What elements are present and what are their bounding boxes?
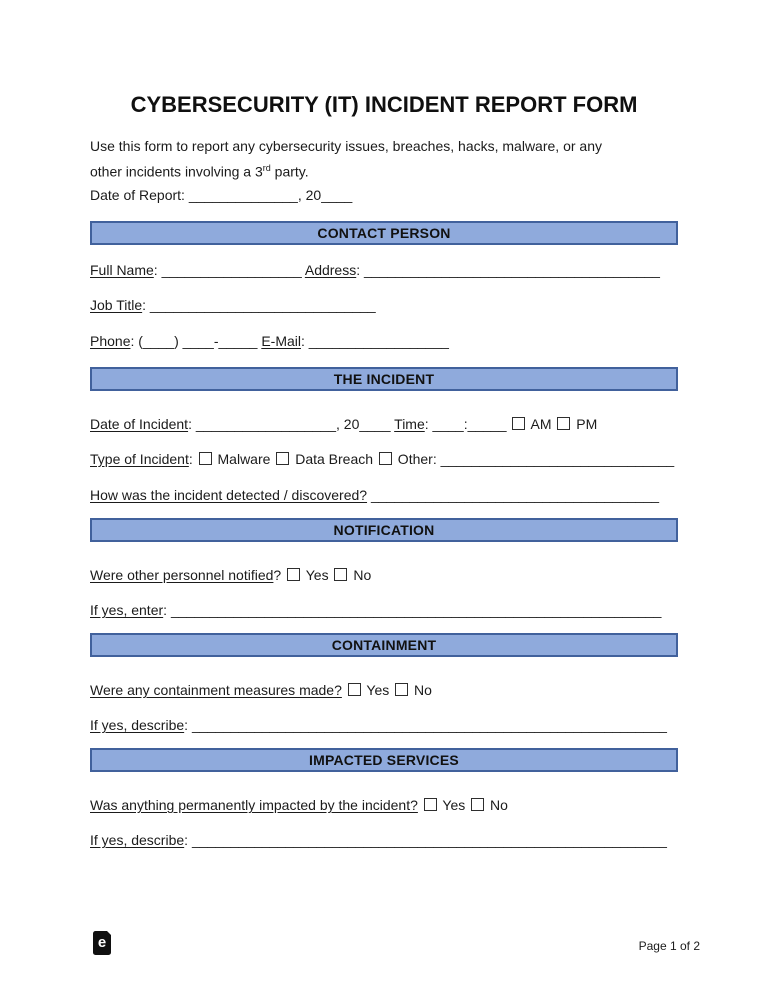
page-number: Page 1 of 2	[638, 939, 700, 953]
text-segment: Were other personnel notified	[90, 567, 274, 583]
text-segment: Date of Incident	[90, 416, 189, 432]
phone-prefix-blank[interactable]: ____	[182, 333, 214, 349]
checkbox-other[interactable]	[379, 452, 392, 465]
checkbox-impacted-yes[interactable]	[424, 798, 437, 811]
time-minute-blank[interactable]: _____	[467, 416, 507, 432]
text-segment: Other:	[393, 451, 441, 467]
text-segment: E-Mail	[261, 333, 301, 349]
text-segment: Full Name	[90, 262, 154, 278]
email-blank[interactable]: __________________	[308, 333, 449, 349]
text-segment: :	[142, 297, 150, 313]
checkbox-data-breach[interactable]	[276, 452, 289, 465]
text-segment: Was anything permanently impacted by the incident?	[90, 797, 418, 813]
text-segment: Malware	[213, 451, 275, 467]
text-segment: PM	[572, 416, 598, 432]
phone-area-blank[interactable]: ____	[142, 333, 175, 349]
text-segment: :	[184, 717, 192, 733]
section-header-the-incident: THE INCIDENT	[90, 367, 678, 391]
text-segment: AM	[527, 416, 556, 432]
text-segment: No	[410, 682, 432, 698]
section-header-impacted-services: IMPACTED SERVICES	[90, 748, 678, 772]
text-segment: If yes, describe	[90, 717, 185, 733]
row-containment-description	[90, 717, 667, 733]
text-segment: How was the incident detected / discovered?	[90, 487, 368, 503]
text-segment: Job Title	[90, 297, 143, 313]
text-segment: :	[463, 416, 468, 432]
time-hour-blank[interactable]: ____	[432, 416, 464, 432]
text-segment: If yes, describe	[90, 832, 185, 848]
text-segment: party.	[270, 163, 309, 180]
text-segment: Data Breach	[291, 451, 377, 467]
row-type-of-incident	[90, 451, 674, 467]
text-segment: Date of Report:	[90, 187, 189, 203]
row-containment-measures	[90, 682, 432, 698]
row-date-of-report	[90, 187, 352, 203]
checkbox-notified-yes[interactable]	[287, 568, 300, 581]
checkbox-impacted-no[interactable]	[471, 798, 484, 811]
text-segment: :	[153, 262, 162, 278]
impacted-description-blank[interactable]: _____________________________________________________________	[191, 832, 667, 848]
detection-method-blank[interactable]: _____________________________________	[370, 487, 660, 503]
checkbox-notified-no[interactable]	[334, 568, 347, 581]
row-notified-names	[90, 602, 661, 618]
section-header-notification: NOTIFICATION	[90, 518, 678, 542]
form-instructions	[90, 135, 690, 183]
text-segment: )	[174, 333, 183, 349]
text-segment: , 20	[336, 416, 360, 432]
text-segment: Yes	[362, 682, 394, 698]
row-full-name-address	[90, 262, 660, 278]
checkbox-am[interactable]	[512, 417, 525, 430]
text-segment: :	[184, 832, 192, 848]
checkbox-containment-no[interactable]	[395, 683, 408, 696]
eforms-logo	[93, 931, 111, 955]
row-detection-method	[90, 487, 659, 503]
text-segment: :	[300, 333, 309, 349]
text-segment	[507, 416, 511, 432]
text-segment: Yes	[302, 567, 333, 583]
date-of-incident-blank[interactable]: __________________	[195, 416, 336, 432]
checkbox-containment-yes[interactable]	[348, 683, 361, 696]
section-header-contact-person: CONTACT PERSON	[90, 221, 678, 245]
text-segment: -	[213, 333, 219, 349]
text-segment: :	[163, 602, 171, 618]
text-segment: No	[486, 797, 508, 813]
text-segment: Type of Incident	[90, 451, 189, 467]
row-personnel-notified	[90, 567, 371, 583]
text-segment: :	[356, 262, 364, 278]
row-job-title	[90, 297, 376, 313]
text-segment: Address	[304, 262, 357, 278]
text-segment: No	[349, 567, 372, 583]
row-phone-email	[90, 333, 449, 349]
phone-line-blank[interactable]: _____	[218, 333, 258, 349]
text-segment: : (	[130, 333, 143, 349]
date-of-report-year-blank[interactable]: ____	[321, 187, 353, 203]
logo-letter: e	[97, 934, 107, 951]
row-impact-description	[90, 832, 667, 848]
text-segment: If yes, enter	[90, 602, 164, 618]
section-header-containment: CONTAINMENT	[90, 633, 678, 657]
text-segment: :	[188, 416, 196, 432]
checkbox-malware[interactable]	[199, 452, 212, 465]
checkbox-pm[interactable]	[557, 417, 570, 430]
job-title-blank[interactable]: _____________________________	[149, 297, 376, 313]
text-segment	[418, 797, 422, 813]
notified-names-blank[interactable]: _______________________________________________________________	[170, 602, 662, 618]
date-of-report-blank[interactable]: ______________	[188, 187, 298, 203]
full-name-blank[interactable]: __________________	[161, 262, 302, 278]
row-date-of-incident	[90, 416, 597, 432]
text-segment: ?	[273, 567, 286, 583]
text-segment: Time	[394, 416, 425, 432]
text-segment: rd	[262, 163, 271, 173]
form-title: CYBERSECURITY (IT) INCIDENT REPORT FORM	[130, 92, 638, 117]
text-segment: Phone	[90, 333, 131, 349]
address-blank[interactable]: ______________________________________	[364, 262, 660, 278]
text-segment: Yes	[438, 797, 470, 813]
text-segment: :	[424, 416, 433, 432]
row-permanent-impact	[90, 797, 508, 813]
incident-other-blank[interactable]: ______________________________	[440, 451, 675, 467]
text-segment: Use this form to report any cybersecurity issues, breaches, hacks, malware, or any	[90, 138, 602, 154]
text-segment: other incidents involving a 3	[90, 163, 263, 180]
incident-year-blank[interactable]: ____	[359, 416, 391, 432]
containment-description-blank[interactable]: _____________________________________________________________	[191, 717, 667, 733]
text-segment: Were any containment measures made?	[90, 682, 342, 698]
text-segment: , 20	[297, 187, 322, 203]
text-segment	[342, 682, 346, 698]
text-segment: :	[188, 451, 197, 467]
